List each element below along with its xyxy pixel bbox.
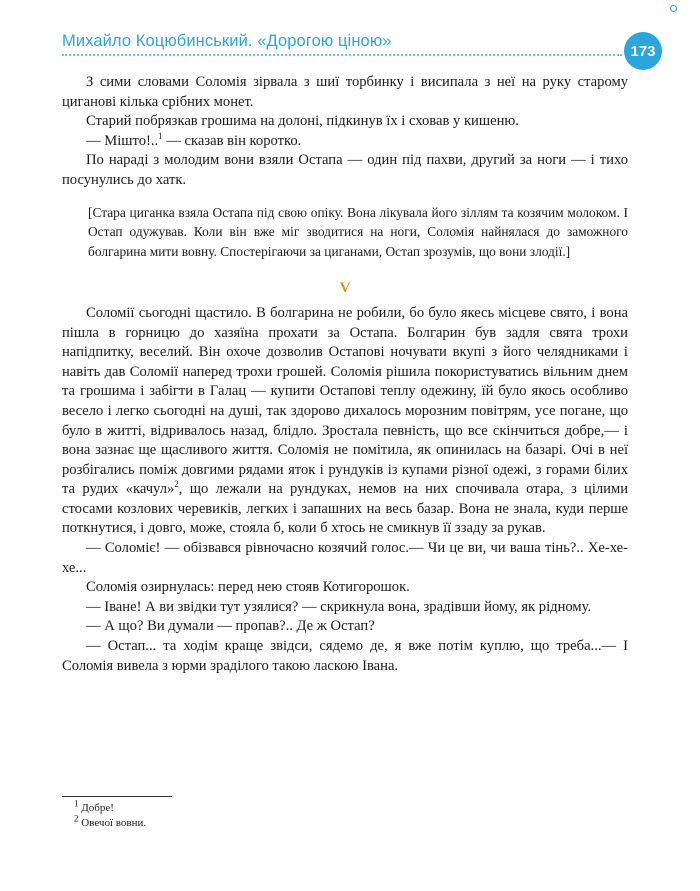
footnote-item [74,813,362,831]
page-body [62,73,628,676]
paragraph-text: , що лежали на рундуках, немов на них спочивала отара, з цілими стосами козлових черевиків, легких і запашних на весь базар. Вона не знала, куди перше поткнутися, і довго, може, стояла б, коли б хтось не смикнув її ззаду за рукав. [62,481,629,537]
footnote-mark: 1 [158,130,163,141]
page-number-badge: 173 [624,32,662,70]
publisher-logo [670,2,677,14]
footnote-mark: 2 [74,813,79,824]
paragraph: — Іване! А ви звідки тут узялися? — скрикнула вона, зрадівши йому, як рідному. [86,598,592,615]
paragraph [62,304,628,539]
paragraph: Старий побрязкав грошима на долоні, підкинув їх і сховав у кишеню. [86,113,519,130]
running-title: Михайло Коцюбинський. «Дорогою ціною» [62,32,392,50]
footnote-mark: 1 [74,798,79,809]
dialogue-text [86,130,302,149]
logo-circle-icon [670,5,677,12]
section-number: V [339,279,351,296]
header-dotted-rule [62,54,622,56]
footnote-text: Добре! [81,802,114,814]
paragraph-text: Соломії сьогодні щастило. В болгарина не робили, бо було якесь місцеве свято, і вона пішла в горницю до хазяїна прохати за Остапа. Болгарин був задля свята трохи напідпитку, веселий. Він охоче дозволив Остапові ночувати вкупі з його челядниками і навіть дав Соломії наперед трохи грошей. Соломія рішила покористуватись вільним днем та грошима і забігти в Галац — купити Остапові теплу одежину, їй було якось особливо весело і легко сьогодні на душі, так здорово дихалось морозним повітрям, усе погане, що було в житті, відривалось назад, блідло. Зростала певність, що все скінчиться добре,— і вона зазнає ще щасливого життя. Соломія не помітила, як опинилась на базарі. Очі в неї розбігались поміж довгими рядами яток і рундуків із купами різної одежі, з горами білих та рудих «качул» [62,304,628,498]
paragraph: — Соломіє! — обізвався рівночасно козячий голос.— Чи це ви, чи ваша тінь?.. Хе-хе-хе... [62,540,628,576]
paragraph: — А що? Ви думали — пропав?.. Де ж Остап? [86,618,375,635]
chapter-summary: [Стара циганка взяла Остапа під свою опіку. Вона лікувала його зіллям та козячим молоком. І Остап одужував. Коли він вже міг зводитися на ноги, Соломія найнялася до заможного болгарина мити вовну. Спостерігаючи за циганами, Остап зрозумів, що вони злодії.] [88,204,628,260]
paragraph: З сими словами Соломія зірвала з шиї торбинку і висипала з неї на руку старому циганові кілька срібних монет. [62,74,628,110]
paragraph: Соломія озирнулась: перед нею стояв Котигорошок. [86,579,410,596]
paragraph: По нараді з молодим вони взяли Остапа — один під пахви, другий за ноги — і тихо посунулись до хатк. [62,152,628,188]
footnote-mark: 2 [174,479,179,490]
footnote-divider [62,796,172,797]
paragraph: — Остап... та ходім краще звідси, сядемо де, я вже потім куплю, що треба...— І Соломія вивела з юрми зраділого такою ласкою Івана. [62,638,628,674]
dialogue-text: — Мішто!.. [86,132,159,149]
dialogue-text: — сказав він коротко. [162,132,302,149]
footnotes [62,796,362,831]
footnote-item [74,798,362,816]
page-header [0,28,700,60]
paragraph [62,132,628,152]
footnote-text: Овечої вовни. [81,817,147,829]
